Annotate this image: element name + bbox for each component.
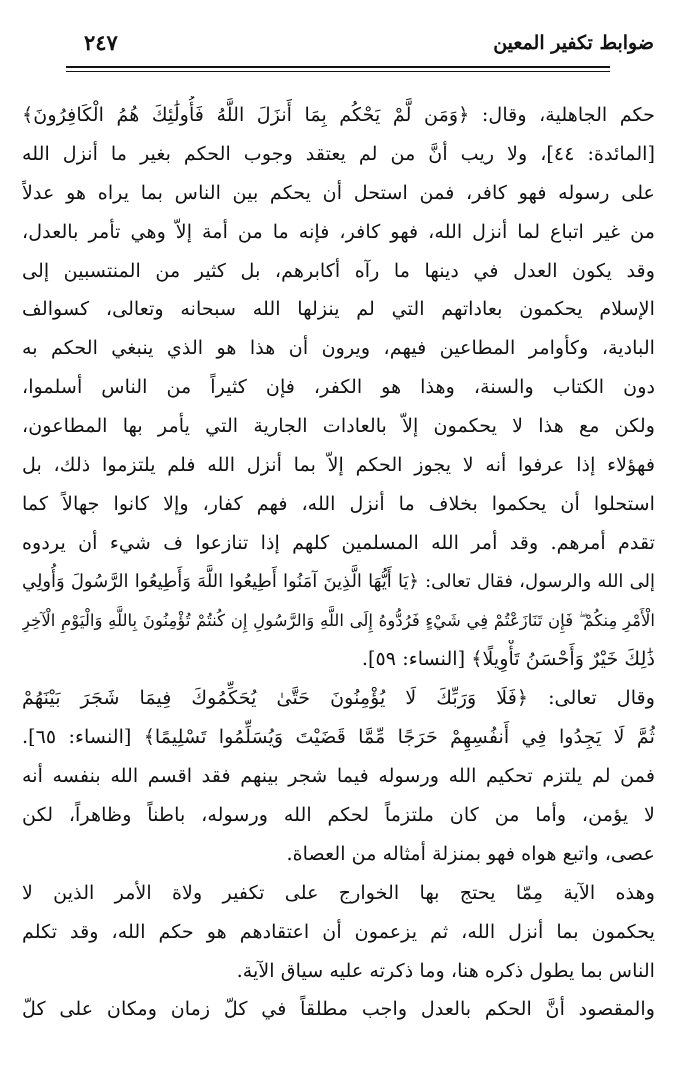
text-line: فمن لم يلتزم تحكيم الله ورسوله فيما شجر بينهم فقد اقسم الله بنفسه أنه bbox=[22, 764, 655, 788]
text-line: وقد يكون العدل في دينها ما رآه أكابرهم، بل كثير من المنتسبين إلى bbox=[22, 258, 655, 282]
page-number: ٢٤٧ bbox=[84, 30, 118, 55]
text-line: ذَٰلِكَ خَيْرٌ وَأَحْسَنُ تَأْوِيلًا﴾ [النساء: ٥٩]. bbox=[361, 647, 655, 671]
text-line: ثُمَّ لَا يَجِدُوا فِي أَنفُسِهِمْ حَرَجًا مِّمَّا قَضَيْتَ وَيُسَلِّمُوا تَسْلِيمًا﴾ [النساء: ٦٥]. bbox=[22, 725, 655, 749]
text-line: الْأَمْرِ مِنكُمْ ۖ فَإِن تَنَازَعْتُمْ فِي شَيْءٍ فَرُدُّوهُ إِلَى اللَّهِ وَالرَّسُولِ إِن كُنتُمْ تُؤْمِنُونَ بِاللَّهِ وَالْيَوْمِ الْآخِرِ bbox=[22, 610, 655, 630]
text-line: الناس بما يطول ذكره هنا، وما ذكرته عليه سياق الآية. bbox=[236, 958, 655, 982]
text-line: البادية، وكأوامر المطاعين فيهم، ويرون أن هذا هو الذي ينبغي الحكم به bbox=[22, 336, 655, 360]
text-line: ولكن مع هذا لا يحكمون إلاّ بالعادات الجارية التي يأمر بها المطاعون، bbox=[22, 414, 655, 438]
text-line: والمقصود أنَّ الحكم بالعدل واجب مطلقاً في كلّ زمان ومكان على كلّ bbox=[22, 997, 655, 1021]
header-rule bbox=[22, 66, 654, 68]
text-line: على رسوله فهو كافر، فمن استحل أن يحكم بين الناس بما يراه هو عدلاً bbox=[22, 180, 655, 204]
text-line: دون الكتاب والسنة، وهذا هو الكفر، فإن كثيراً من الناس أسلموا، bbox=[22, 375, 655, 399]
text-line: وقال تعالى: ﴿فَلَا وَرَبِّكَ لَا يُؤْمِنُونَ حَتَّىٰ يُحَكِّمُوكَ فِيمَا شَجَرَ بَيْنَهُمْ bbox=[22, 686, 655, 710]
header-rule-thin bbox=[22, 71, 654, 72]
text-line: فهؤلاء إذا عرفوا أنه لا يجوز الحكم إلاّ بما أنزل الله فلم يلتزموا ذلك، بل bbox=[22, 453, 655, 477]
text-line: عصى، واتبع هواه فهو بمنزلة أمثاله من العصاة. bbox=[286, 841, 655, 865]
text-line: وهذه الآية مِمّا يحتج بها الخوارج على تكفير ولاة الأمر الذين لا bbox=[22, 880, 655, 904]
text-line: [المائدة: ٤٤]، ولا ريب أنَّ من لم يعتقد وجوب الحكم بغير ما أنزل الله bbox=[22, 141, 655, 165]
text-line: الإسلام يحكمون بعاداتهم التي لم ينزلها الله سبحانه وتعالى، كسوالف bbox=[22, 297, 655, 321]
text-line: يحكمون بما أنزل الله، ثم يزعمون أن اعتقادهم هو حكم الله، وقد تكلم bbox=[22, 919, 655, 943]
header-rule-gap-right bbox=[610, 62, 654, 76]
text-line: استحلوا أن يحكموا بخلاف ما أنزل الله، فهم كفار، وإلا كانوا جهالاً كما bbox=[22, 491, 655, 515]
body-text bbox=[22, 96, 655, 1029]
header-rule-gap-left bbox=[22, 62, 66, 76]
text-line: تقدم أمرهم. وقد أمر الله المسلمين كلهم إذا تنازعوا ف شيء أن يردوه bbox=[22, 530, 655, 554]
page-header bbox=[22, 28, 654, 76]
text-line: لا يؤمن، وأما من كان ملتزماً لحكم الله ورسوله، باطناً وظاهراً، لكن bbox=[22, 803, 655, 827]
text-line: حكم الجاهلية، وقال: ﴿وَمَن لَّمْ يَحْكُم بِمَا أَنزَلَ اللَّهُ فَأُولَٰئِكَ هُمُ الْكَافِرُونَ﴾ bbox=[22, 103, 655, 126]
text-line: من غير اتباع لما أنزل الله، فهو كافر، فإنه ما من أمة إلاّ وهي تأمر بالعدل، bbox=[22, 219, 655, 243]
running-title: ضوابط تكفير المعين bbox=[493, 32, 654, 54]
text-line: إلى الله والرسول، فقال تعالى: ﴿يَا أَيُّهَا الَّذِينَ آمَنُوا أَطِيعُوا اللَّهَ وَأَطِيعُوا الرَّسُولَ وَأُولِي bbox=[22, 570, 655, 592]
